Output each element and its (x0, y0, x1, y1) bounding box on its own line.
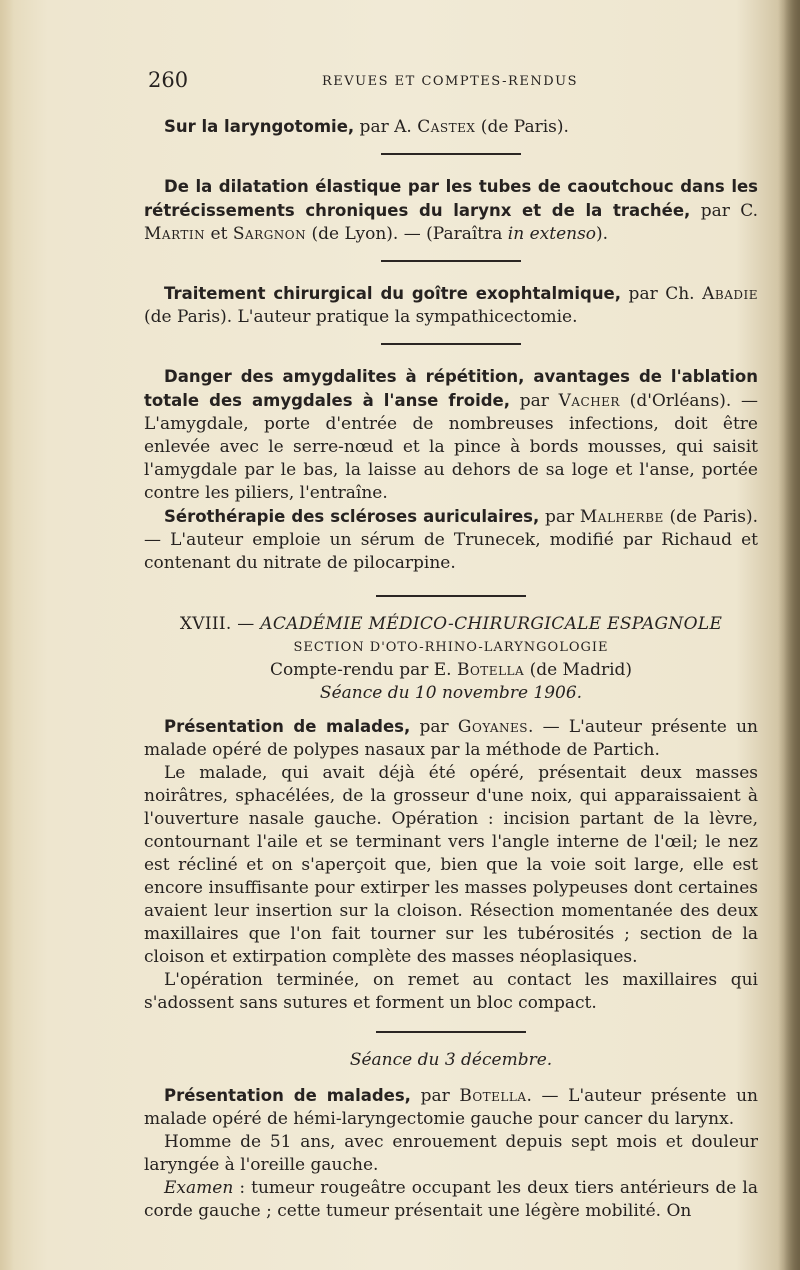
author-name: Sargnon (232, 224, 307, 244)
entry-by: par Ch. (621, 284, 703, 304)
entry-title: De la dilatation élastique par les tubes de caoutchouc dans les rétrécissements chroniques du larynx et de la trachée, (144, 177, 758, 220)
report-byline (144, 659, 758, 682)
entry-by: par A. (354, 117, 418, 137)
entry-title: Présentation de malades, (164, 1086, 411, 1105)
author-name: Abadie (702, 284, 759, 304)
exam-label: Examen (164, 1178, 234, 1198)
author-name: Goyanes (457, 717, 528, 737)
entry-text: . — L'auteur présente un malade opéré de polypes nasaux par la méthode de Partich. (144, 717, 759, 760)
session-date: Séance du 3 décembre. (349, 1050, 553, 1070)
author-name: Malherbe (579, 507, 664, 527)
entry-presentation-goyanes (144, 715, 758, 762)
entry-text: (d'Orléans). — L'amygdale, porte d'entrée de nombreuses infections, doit être enlevée avec le serre-nœud et la pince à bords mousses, qui saisit l'amygdale par le bas, la laisse au dehors de sa loge et l'anse, portée contre les piliers, l'entraîne. (144, 391, 758, 503)
section-heading (144, 613, 758, 636)
paragraph: L'opération terminée, on remet au contact les maxillaires qui s'adossent sans sutures et forment un bloc compact. (144, 970, 758, 1013)
paragraph (144, 1177, 758, 1223)
section-number: XVIII. — (179, 614, 261, 634)
author-name: Vacher (558, 391, 620, 411)
entry-title: Présentation de malades, (164, 717, 411, 736)
entry-serotherapie (144, 505, 758, 575)
entry-text: (de Paris). — L'auteur emploie un sérum de Trunecek, modifié par Richaud et contenant du nitrate de pilocarpine. (144, 507, 758, 573)
section-title: ACADÉMIE MÉDICO-CHIRURGICALE ESPAGNOLE (260, 614, 723, 634)
separator-rule (376, 1031, 526, 1033)
page-number: 260 (148, 68, 189, 92)
entry-end: ). (596, 224, 609, 244)
entry-by: par (510, 391, 559, 411)
page-binding-shadow (778, 0, 800, 1270)
in-extenso: in extenso (507, 224, 597, 244)
paragraph: Homme de 51 ans, avec enrouement depuis sept mois et douleur laryngée à l'oreille gauche. (144, 1132, 758, 1175)
entry-by: par (410, 717, 458, 737)
separator-rule (381, 153, 521, 155)
entry-title: Sur la laryngotomie, (164, 117, 355, 136)
entry-by: par (539, 507, 580, 527)
entry-location: (de Lyon). — (Paraîtra (306, 224, 508, 244)
entry-text: (de Paris). L'auteur pratique la sympathicectomie. (144, 307, 578, 327)
entry-presentation-botella (144, 1084, 758, 1131)
author-name: Castex (417, 117, 476, 137)
session-date: Séance du 10 novembre 1906. (319, 683, 583, 703)
entry-laryngotomie (144, 115, 758, 139)
entry-title: Danger des amygdalites à répétition, avantages de l'ablation totale des amygdales à l'anse froide, (144, 367, 758, 410)
page-left-edge (0, 0, 14, 1270)
separator-rule (381, 260, 521, 262)
separator-rule (376, 595, 526, 597)
running-head: REVUES ET COMPTES-RENDUS (322, 74, 578, 89)
entry-amygdalites (144, 365, 758, 505)
entry-title: Sérothérapie des scléroses auriculaires, (164, 507, 540, 526)
exam-text: : tumeur rougeâtre occupant les deux tiers antérieurs de la corde gauche ; cette tumeur présentait une légère mobilité. On (144, 1178, 758, 1221)
entry-text: (de Paris). (475, 117, 569, 137)
entry-by: par C. (690, 201, 759, 221)
entry-and: et (205, 224, 233, 244)
entry-title: Traitement chirurgical du goître exophtalmique, (164, 284, 622, 303)
report-prefix: Compte-rendu par E. (269, 660, 457, 680)
section-subheading: SECTION D'OTO-RHINO-LARYNGOLOGIE (293, 640, 609, 655)
separator-rule (381, 343, 521, 345)
entry-by: par (410, 1086, 460, 1106)
paragraph: Le malade, qui avait déjà été opéré, présentait deux masses noirâtres, sphacélées, de la grosseur d'une noix, qui apparaissaient à l'ouverture nasale gauche. Opération : incision partant de la lèvre, contournant l'aile et se terminant vers l'angle interne de l'œil; le nez est récliné et on s'aperçoit que, bien que la voie soit large, elle est encore insuffisante pour extirper les masses polypeuses dont certaines avaient leur insertion sur la cloison. Résection momentanée des deux maxillaires que l'on fait tourner sur les tubérosités ; section de la cloison et extirpation complète des masses néoplasiques. (144, 763, 758, 967)
page-body (144, 110, 758, 1223)
report-suffix: (de Madrid) (524, 660, 633, 680)
author-name: Botella (459, 1086, 527, 1106)
entry-text: . — L'auteur présente un malade opéré de hémi-laryngectomie gauche pour cancer du larynx. (144, 1086, 758, 1129)
page-header (140, 68, 760, 98)
author-name: Botella (456, 660, 525, 680)
entry-dilatation (144, 175, 758, 246)
author-name: Martin (144, 224, 206, 244)
entry-goitre (144, 282, 758, 329)
